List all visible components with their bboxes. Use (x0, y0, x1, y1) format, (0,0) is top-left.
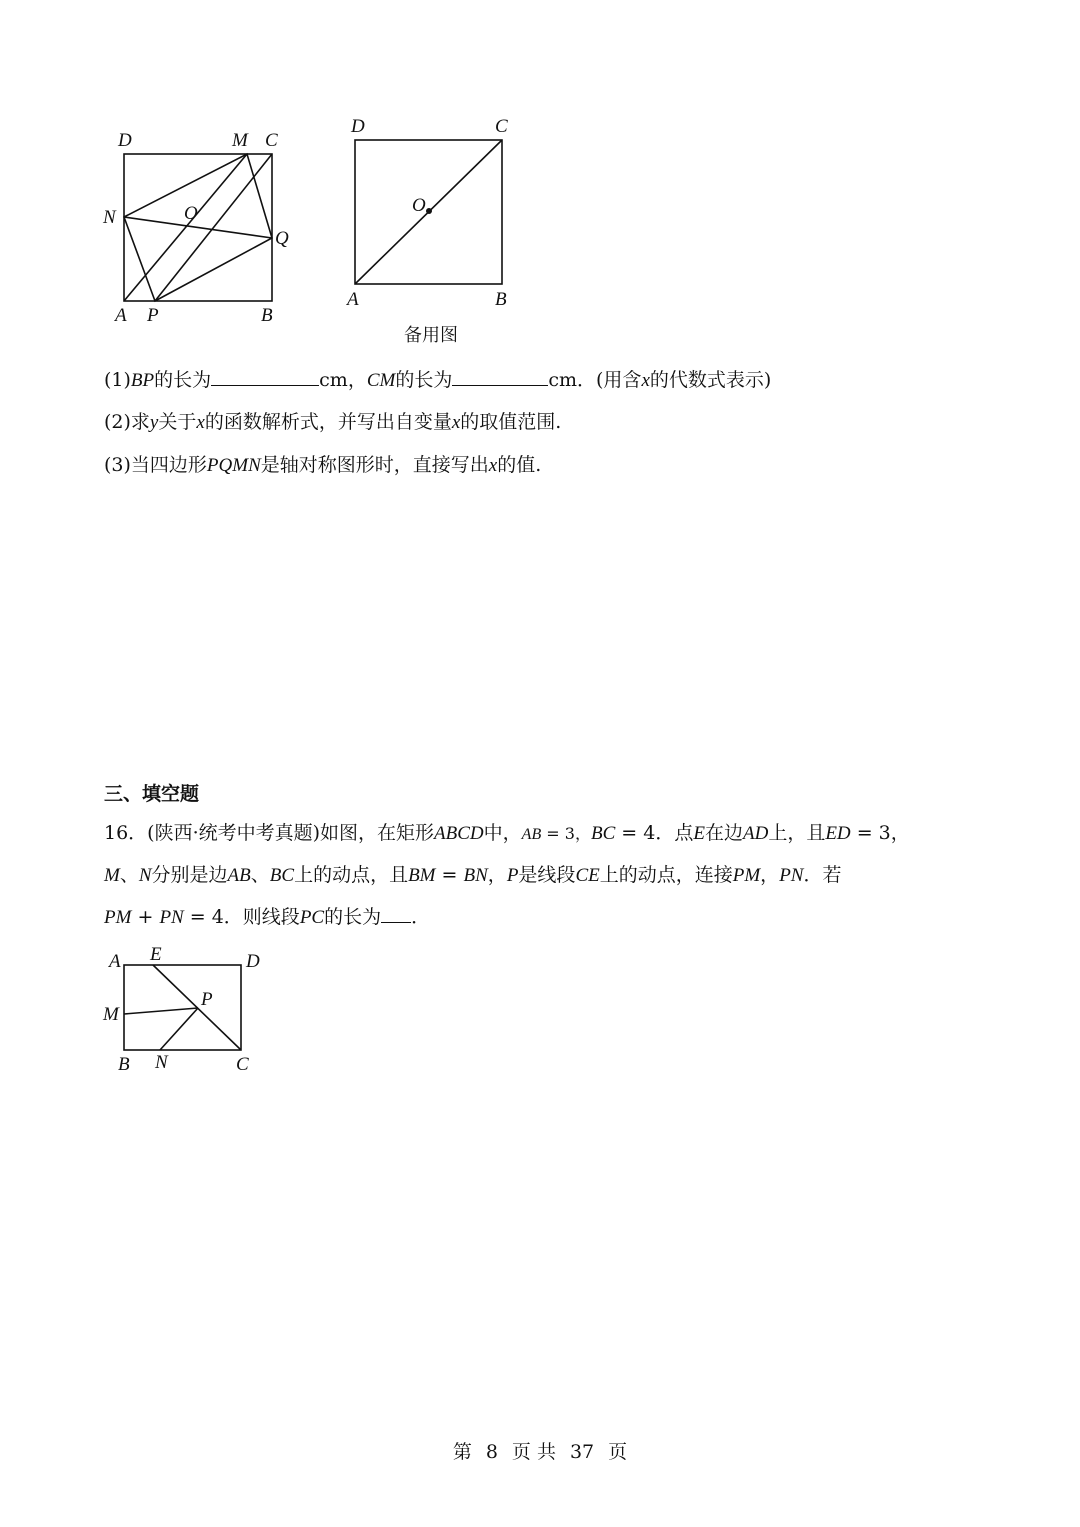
q16-line1: 16．(陕西·统考中考真题)如图，在矩形ABCD中，AB = 3，BC = 4．点E在边AD上，且ED = 3， (104, 822, 910, 844)
fig3-label-n: N (155, 1052, 168, 1073)
fig3-label-e: E (150, 944, 162, 965)
fig1-line-am (124, 154, 247, 301)
q15-part1: (1)BP的长为 cm，CM的长为 cm．(用含x的代数式表示) (104, 369, 772, 391)
fig3-line-np (160, 1008, 198, 1050)
fig3-label-m: M (103, 1004, 119, 1025)
fig2-label-a: A (347, 289, 359, 310)
fig2-caption: 备用图 (404, 325, 458, 346)
fig3-label-a: A (109, 951, 121, 972)
fig1-label-b: B (261, 305, 273, 326)
fig2-label-b: B (495, 289, 507, 310)
page-number: 8 (485, 1441, 498, 1463)
section-title: 三、填空题 (104, 783, 200, 805)
q16-line3: PM + PN = 4．则线段PC的长为 ． (104, 906, 431, 928)
fig3-label-p: P (201, 989, 213, 1010)
fig3-line-mp (124, 1008, 198, 1014)
fig2-label-c: C (495, 116, 508, 137)
page-footer: 第 8 页 共 37 页 (452, 1441, 628, 1463)
answer-blank-bp[interactable] (211, 385, 319, 386)
q15-part3: (3)当四边形PQMN是轴对称图形时，直接写出x的值. (104, 454, 542, 476)
fig1-label-n: N (103, 207, 116, 228)
fig1-line-nq (124, 217, 272, 238)
fig1-label-d: D (118, 130, 132, 151)
fig3-label-b: B (118, 1054, 130, 1075)
fig2-point-o (426, 208, 432, 214)
q16-line2: M、N分别是边AB、BC上的动点，且BM = BN，P是线段CE上的动点，连接PM，PN．若 (104, 864, 842, 886)
fig2-label-o: O (412, 195, 426, 216)
fig1-line-pc (155, 154, 272, 301)
fig1-label-p: P (147, 305, 159, 326)
fig2-label-d: D (351, 116, 365, 137)
answer-blank-pc[interactable] (381, 922, 411, 923)
fig3-label-d: D (246, 951, 260, 972)
fig3-rectangle (124, 965, 241, 1050)
fig1-label-a: A (115, 305, 127, 326)
q15-part2: (2)求y关于x的函数解析式，并写出自变量x的取值范围. (104, 411, 562, 433)
fig3-label-c: C (236, 1054, 249, 1075)
fig1-label-m: M (232, 130, 248, 151)
fig1-label-o: O (184, 203, 198, 224)
total-pages: 37 (569, 1441, 595, 1463)
answer-blank-cm[interactable] (452, 385, 548, 386)
fig1-label-c: C (265, 130, 278, 151)
fig1-label-q: Q (275, 228, 289, 249)
